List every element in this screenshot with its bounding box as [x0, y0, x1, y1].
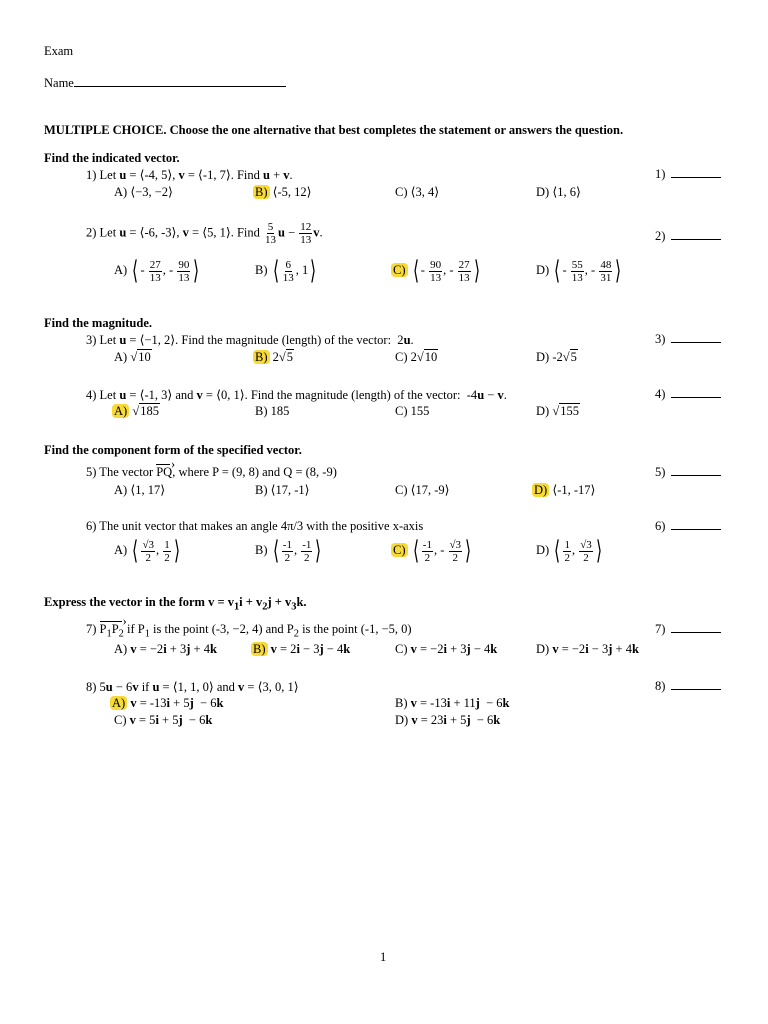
question-5: 5) The vector PQ ›, where P = (9, 8) and Q = (8, -9)	[86, 465, 337, 480]
section-heading-1: Find the indicated vector.	[44, 151, 180, 165]
answer-blank-5[interactable]: 5)	[655, 465, 721, 480]
question-6: 6) The unit vector that makes an angle 4π/3 with the positive x-axis	[86, 519, 424, 533]
q5-choice-b[interactable]: B) ⟨17, -1⟩	[255, 483, 310, 497]
q3-choice-c[interactable]: C) 2√10	[395, 350, 438, 364]
question-1: 1) Let u = ⟨-4, 5⟩, v = ⟨-1, 7⟩. Find u + v.	[86, 168, 293, 182]
name-field[interactable]	[44, 76, 286, 91]
q1-choice-c[interactable]: C) ⟨3, 4⟩	[395, 185, 440, 199]
q4-choice-c[interactable]: C) 155	[395, 404, 430, 418]
question-7: 7) $P_1P_2$ › if $P_1$ is the point (-3, −2, 4) and $P_2$ is the point (-1, −5, 0)	[86, 622, 412, 640]
answer-blank-3[interactable]: 3)	[655, 332, 721, 347]
q8-choice-d[interactable]: D) v = 23i + 5j − 6k	[395, 713, 501, 727]
q7-choice-b[interactable]: B) v = 2i − 3j − 4k	[253, 642, 351, 656]
q4-choice-d[interactable]: D) √155	[536, 404, 579, 418]
q7-choice-a[interactable]: A) v = −2i + 3j + 4k	[114, 642, 217, 656]
answer-blank-1[interactable]: 1)	[655, 167, 721, 182]
q1-choice-b[interactable]: B) ⟨-5, 12⟩	[255, 185, 312, 199]
q2-choice-d[interactable]: D) ⟨ - $\frac{55}{13}$ , - $\frac{48}{31}$ ⟩	[536, 256, 622, 286]
question-2: 2) Let u = ⟨-6, -3⟩, v = ⟨5, 1⟩. Find $\frac{5}{13}$ u − $\frac{12}{13}$ v.	[86, 221, 323, 246]
answer-blank-7[interactable]: 7)	[655, 622, 721, 637]
answer-blank-6[interactable]: 6)	[655, 519, 721, 534]
q1-choice-d[interactable]: D) ⟨1, 6⟩	[536, 185, 581, 199]
q3-choice-b[interactable]: B) 2√5	[255, 350, 293, 364]
q3-choice-d[interactable]: D) -2√5	[536, 350, 577, 364]
exam-title: Exam	[44, 44, 74, 58]
q6-choice-a[interactable]: A) ⟨ $\frac{√3}{2}$ , $\frac{1}{2}$ ⟩	[114, 536, 180, 566]
q6-choice-d[interactable]: D) ⟨ $\frac{1}{2}$ , $\frac{√3}{2}$ ⟩	[536, 536, 602, 566]
q1-choice-a[interactable]: A) ⟨−3, −2⟩	[114, 185, 173, 199]
page-number: 1	[380, 950, 387, 964]
q4-choice-b[interactable]: B) 185	[255, 404, 290, 418]
question-3: 3) Let u = ⟨−1, 2⟩. Find the magnitude (length) of the vector: 2u.	[86, 333, 414, 347]
q6-choice-b[interactable]: B) ⟨ $\frac{-1}{2}$ , $\frac{-1}{2}$ ⟩	[255, 536, 322, 566]
question-8: 8) 5u − 6v if u = ⟨1, 1, 0⟩ and v = ⟨3, 0, 1⟩	[86, 680, 299, 694]
q8-choice-c[interactable]: C) v = 5i + 5j − 6k	[114, 713, 213, 727]
answer-blank-4[interactable]: 4)	[655, 387, 721, 402]
name-blank[interactable]	[74, 86, 286, 87]
q8-choice-a[interactable]: A) v = -13i + 5j − 6k	[112, 696, 224, 710]
q8-choice-b[interactable]: B) v = -13i + 11j − 6k	[395, 696, 510, 710]
q5-choice-d[interactable]: D) ⟨-1, -17⟩	[534, 483, 596, 497]
instructions: MULTIPLE CHOICE. Choose the one alternative that best completes the statement or answers the question.	[44, 123, 624, 137]
q5-choice-c[interactable]: C) ⟨17, -9⟩	[395, 483, 450, 497]
section-heading-2: Find the magnitude.	[44, 316, 153, 330]
q2-choice-c[interactable]: C) ⟨ - $\frac{90}{13}$ , - $\frac{27}{13}$ ⟩	[393, 256, 480, 286]
q4-choice-a[interactable]: A) √185	[114, 404, 159, 418]
answer-blank-2[interactable]: 2)	[655, 229, 721, 244]
q5-choice-a[interactable]: A) ⟨1, 17⟩	[114, 483, 166, 497]
answer-blank-8[interactable]: 8)	[655, 679, 721, 694]
q2-choice-a[interactable]: A) ⟨ - $\frac{27}{13}$ , - $\frac{90}{13}$ ⟩	[114, 256, 200, 286]
question-4: 4) Let u = ⟨-1, 3⟩ and v = ⟨0, 1⟩. Find the magnitude (length) of the vector: -4u − v.	[86, 388, 507, 402]
q6-choice-c[interactable]: C) ⟨ $\frac{-1}{2}$ , - $\frac{√3}{2}$ ⟩	[393, 536, 472, 566]
name-label: Name	[44, 76, 74, 90]
section-heading-4: Express the vector in the form $v = v_1i + v_2j + v_3k$.	[44, 595, 307, 613]
q7-choice-c[interactable]: C) v = −2i + 3j − 4k	[395, 642, 498, 656]
q3-choice-a[interactable]: A) √10	[114, 350, 151, 364]
section-heading-3: Find the component form of the specified vector.	[44, 443, 302, 457]
q7-choice-d[interactable]: D) v = −2i − 3j + 4k	[536, 642, 639, 656]
q2-choice-b[interactable]: B) ⟨ $\frac{6}{13}$ , 1⟩	[255, 256, 317, 286]
